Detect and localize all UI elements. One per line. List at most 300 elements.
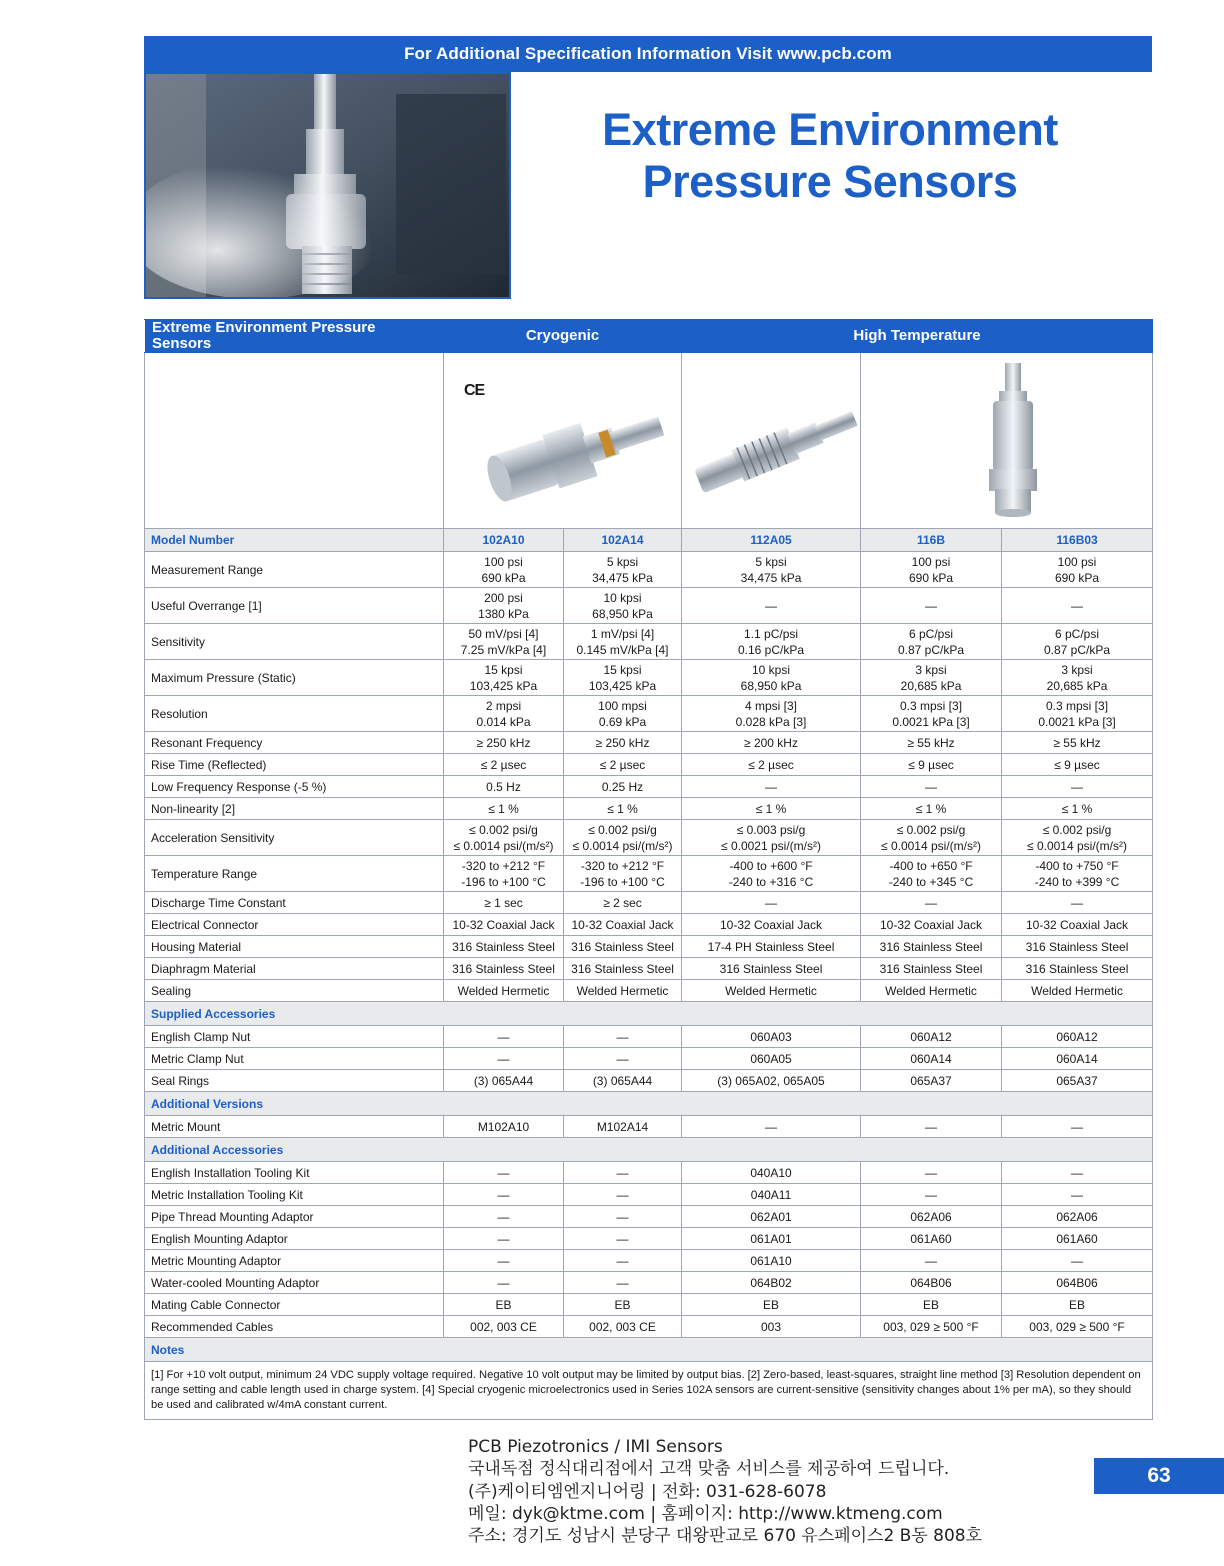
table-cell: ≥ 250 kHz <box>444 732 564 754</box>
cell-line: ≤ 0.003 psi/g <box>736 822 806 837</box>
table-cell <box>564 856 682 892</box>
cell-line: 10 kpsi <box>603 590 642 605</box>
table-cell: 10-32 Coaxial Jack <box>564 914 682 936</box>
table-cell: 060A14 <box>1002 1048 1153 1070</box>
cell-line: 50 mV/psi [4] <box>468 626 539 641</box>
cell-line: 1.1 pC/psi <box>744 626 799 641</box>
cell-line: ≤ 0.002 psi/g <box>469 822 538 837</box>
cell-line: 690 kPa <box>1054 570 1100 585</box>
table-cell: — <box>861 1250 1002 1272</box>
table-row <box>145 936 1153 958</box>
table-cell: — <box>564 1228 682 1250</box>
table-cell: — <box>1002 1162 1153 1184</box>
row-label: Discharge Time Constant <box>145 892 444 914</box>
table-cell <box>682 660 861 696</box>
table-row <box>145 1184 1153 1206</box>
row-label: Sensitivity <box>145 624 444 660</box>
row-label: Metric Clamp Nut <box>145 1048 444 1070</box>
cell-line: -240 to +345 °C <box>888 874 974 889</box>
cell-line: — <box>925 598 938 613</box>
table-title: Extreme Environment Pressure Sensors <box>145 320 444 353</box>
table-cell <box>861 856 1002 892</box>
cell-line: 3 kpsi <box>1061 662 1093 677</box>
table-cell: 062A06 <box>861 1206 1002 1228</box>
cell-line: ≤ 0.0014 psi/(m/s²) <box>453 838 554 853</box>
cell-line: 100 psi <box>911 554 951 569</box>
section-additional-accessories: Additional Accessories <box>145 1138 1153 1162</box>
table-cell: 10-32 Coaxial Jack <box>444 914 564 936</box>
table-cell: — <box>564 1184 682 1206</box>
table-cell: ≤ 2 µsec <box>564 754 682 776</box>
table-cell: — <box>682 1116 861 1138</box>
section-additional-versions: Additional Versions <box>145 1092 1153 1116</box>
table-cell: 062A01 <box>682 1206 861 1228</box>
row-label: Useful Overrange [1] <box>145 588 444 624</box>
ce-mark: CE <box>464 382 485 399</box>
table-row <box>145 1228 1153 1250</box>
group-cryogenic: Cryogenic <box>444 320 682 353</box>
table-cell <box>444 856 564 892</box>
table-cell <box>861 624 1002 660</box>
model-112a05: 112A05 <box>682 529 861 552</box>
sensor-102a-illustration <box>450 353 686 524</box>
table-cell <box>564 696 682 732</box>
cell-line: 5 kpsi <box>606 554 639 569</box>
table-cell: ≤ 2 µsec <box>444 754 564 776</box>
table-cell: ≤ 2 µsec <box>682 754 861 776</box>
table-cell: 316 Stainless Steel <box>1002 936 1153 958</box>
table-cell: — <box>861 1116 1002 1138</box>
table-row <box>145 798 1153 820</box>
cell-line: 0.87 pC/kPa <box>1043 642 1111 657</box>
table-row <box>145 588 1153 624</box>
cell-line: 7.25 mV/kPa [4] <box>460 642 547 657</box>
page-number: 63 <box>1094 1458 1224 1494</box>
table-cell: ≤ 1 % <box>444 798 564 820</box>
row-label: Low Frequency Response (-5 %) <box>145 776 444 798</box>
cell-line: 3 kpsi <box>915 662 947 677</box>
table-row <box>145 660 1153 696</box>
table-cell: 060A05 <box>682 1048 861 1070</box>
page-title: Extreme Environment Pressure Sensors <box>602 104 1058 207</box>
table-cell: 065A37 <box>861 1070 1002 1092</box>
table-cell: — <box>861 892 1002 914</box>
cell-line: 2 mpsi <box>485 698 522 713</box>
table-cell <box>682 820 861 856</box>
cell-line: -320 to +212 °F <box>461 858 546 873</box>
table-row <box>145 754 1153 776</box>
table-cell: ≤ 1 % <box>682 798 861 820</box>
table-cell: Welded Hermetic <box>564 980 682 1002</box>
row-label: Water-cooled Mounting Adaptor <box>145 1272 444 1294</box>
table-cell <box>1002 552 1153 588</box>
table-cell <box>1002 588 1153 624</box>
sensor-116b-illustration <box>867 353 1157 524</box>
cell-line: 0.028 kPa [3] <box>735 714 807 729</box>
cell-line: ≤ 0.0014 psi/(m/s²) <box>1027 838 1127 853</box>
table-cell: 061A60 <box>861 1228 1002 1250</box>
table-cell: — <box>564 1026 682 1048</box>
footer-phone: (주)케이티엠엔지니어링 | 전화: 031-628-6078 <box>468 1481 827 1502</box>
table-cell: — <box>444 1048 564 1070</box>
table-cell: 002, 003 CE <box>564 1316 682 1338</box>
row-label: Metric Installation Tooling Kit <box>145 1184 444 1206</box>
image-label-cell <box>145 353 444 529</box>
cell-line: 0.3 mpsi [3] <box>1046 698 1109 713</box>
table-cell: ≥ 55 kHz <box>1002 732 1153 754</box>
table-cell: — <box>682 776 861 798</box>
cell-line: 34,475 kPa <box>592 570 653 585</box>
cell-line: 20,685 kPa <box>900 678 962 693</box>
spec-rows-versions <box>145 1116 1153 1138</box>
cell-line: 5 kpsi <box>755 554 787 569</box>
table-cell <box>444 552 564 588</box>
table-cell: EB <box>682 1294 861 1316</box>
row-label: Metric Mounting Adaptor <box>145 1250 444 1272</box>
row-label: English Mounting Adaptor <box>145 1228 444 1250</box>
table-cell <box>1002 660 1153 696</box>
table-row <box>145 1162 1153 1184</box>
table-cell <box>444 624 564 660</box>
table-row <box>145 1316 1153 1338</box>
row-label: Pipe Thread Mounting Adaptor <box>145 1206 444 1228</box>
row-label: Metric Mount <box>145 1116 444 1138</box>
table-cell: — <box>861 776 1002 798</box>
table-cell: — <box>1002 1250 1153 1272</box>
table-cell <box>682 696 861 732</box>
table-cell: M102A14 <box>564 1116 682 1138</box>
table-row <box>145 820 1153 856</box>
table-cell <box>682 624 861 660</box>
table-row <box>145 696 1153 732</box>
table-cell <box>564 624 682 660</box>
table-cell: — <box>564 1206 682 1228</box>
table-cell: 17-4 PH Stainless Steel <box>682 936 861 958</box>
hero-sensor-photo <box>144 72 511 299</box>
table-cell: 316 Stainless Steel <box>682 958 861 980</box>
table-cell: EB <box>444 1294 564 1316</box>
model-number-label: Model Number <box>145 529 444 552</box>
table-cell: 316 Stainless Steel <box>861 936 1002 958</box>
table-cell <box>444 588 564 624</box>
cell-line: 15 kpsi <box>603 662 642 677</box>
cell-line: 10 kpsi <box>752 662 791 677</box>
table-row <box>145 1116 1153 1138</box>
spec-rows-mid <box>145 732 1153 820</box>
table-row <box>145 958 1153 980</box>
row-label: Non-linearity [2] <box>145 798 444 820</box>
table-cell: — <box>861 1184 1002 1206</box>
cell-line: 1380 kPa <box>478 606 529 621</box>
table-cell: 316 Stainless Steel <box>564 958 682 980</box>
cell-line: -240 to +399 °C <box>1034 874 1120 889</box>
row-label: Seal Rings <box>145 1070 444 1092</box>
table-cell: Welded Hermetic <box>1002 980 1153 1002</box>
row-label: Temperature Range <box>145 856 444 892</box>
cell-line: 103,425 kPa <box>588 678 657 693</box>
table-cell: — <box>564 1272 682 1294</box>
table-cell <box>564 660 682 696</box>
table-cell: Welded Hermetic <box>444 980 564 1002</box>
table-cell: EB <box>861 1294 1002 1316</box>
row-label: Acceleration Sensitivity <box>145 820 444 856</box>
cell-line: 15 kpsi <box>484 662 523 677</box>
table-cell: — <box>564 1162 682 1184</box>
table-cell: — <box>861 1162 1002 1184</box>
table-cell <box>682 588 861 624</box>
cell-line: 200 psi <box>484 590 523 605</box>
cell-line: -400 to +650 °F <box>889 858 973 873</box>
table-cell: 003, 029 ≥ 500 °F <box>1002 1316 1153 1338</box>
cell-line: 0.69 kPa <box>598 714 647 729</box>
table-cell: ≥ 2 sec <box>564 892 682 914</box>
cell-line: 0.16 pC/kPa <box>737 642 805 657</box>
table-cell: ≤ 9 µsec <box>861 754 1002 776</box>
footer-contact <box>468 1436 1088 1547</box>
table-row <box>145 980 1153 1002</box>
cell-line: -400 to +600 °F <box>729 858 813 873</box>
row-label: Sealing <box>145 980 444 1002</box>
table-cell: 040A11 <box>682 1184 861 1206</box>
cell-line: -320 to +212 °F <box>580 858 665 873</box>
table-cell: — <box>1002 1184 1153 1206</box>
table-cell <box>1002 856 1153 892</box>
cell-line: 4 mpsi [3] <box>745 698 798 713</box>
table-cell: 316 Stainless Steel <box>444 936 564 958</box>
row-label: Resonant Frequency <box>145 732 444 754</box>
cell-line: ≤ 0.002 psi/g <box>896 822 966 837</box>
row-label: Electrical Connector <box>145 914 444 936</box>
model-116b03: 116B03 <box>1002 529 1153 552</box>
cell-line: ≤ 0.0021 psi/(m/s²) <box>721 838 821 853</box>
table-cell: 316 Stainless Steel <box>564 936 682 958</box>
table-cell: — <box>1002 1116 1153 1138</box>
footer-company: PCB Piezotronics / IMI Sensors <box>468 1437 723 1457</box>
group-high-temperature: High Temperature <box>682 320 1153 353</box>
table-cell: Welded Hermetic <box>861 980 1002 1002</box>
cell-line: 68,950 kPa <box>740 678 802 693</box>
table-cell: 064B06 <box>861 1272 1002 1294</box>
cryogenic-sensor-image <box>444 353 682 529</box>
table-row <box>145 776 1153 798</box>
table-cell: 061A10 <box>682 1250 861 1272</box>
table-cell: 060A14 <box>861 1048 1002 1070</box>
table-cell <box>444 660 564 696</box>
table-cell: 065A37 <box>1002 1070 1153 1092</box>
cell-line: 0.87 pC/kPa <box>897 642 965 657</box>
cell-line: ≤ 0.0014 psi/(m/s²) <box>572 838 673 853</box>
row-label: Mating Cable Connector <box>145 1294 444 1316</box>
spec-banner: For Additional Specification Information Visit www.pcb.com <box>144 36 1152 72</box>
cell-line: 100 psi <box>1057 554 1097 569</box>
table-cell: 0.25 Hz <box>564 776 682 798</box>
table-cell: 040A10 <box>682 1162 861 1184</box>
model-102a14: 102A14 <box>564 529 682 552</box>
table-cell: 003, 029 ≥ 500 °F <box>861 1316 1002 1338</box>
table-cell: ≥ 55 kHz <box>861 732 1002 754</box>
row-label: Maximum Pressure (Static) <box>145 660 444 696</box>
spec-rows-accel <box>145 820 1153 892</box>
table-cell: 064B06 <box>1002 1272 1153 1294</box>
table-cell: 0.5 Hz <box>444 776 564 798</box>
table-cell: — <box>682 892 861 914</box>
table-row <box>145 1250 1153 1272</box>
cell-line: 20,685 kPa <box>1046 678 1108 693</box>
spec-rows-accessories <box>145 1162 1153 1338</box>
cell-line: — <box>765 598 778 613</box>
table-cell: 064B02 <box>682 1272 861 1294</box>
footer-email-web: 메일: dyk@ktme.com | 홈페이지: http://www.ktmeng.com <box>468 1503 943 1524</box>
cell-line: -196 to +100 °C <box>580 874 665 889</box>
table-cell <box>861 696 1002 732</box>
table-cell: ≥ 250 kHz <box>564 732 682 754</box>
sensor-112a05-image <box>682 353 861 529</box>
table-cell: ≤ 1 % <box>1002 798 1153 820</box>
sensor-112a05-illustration <box>688 353 865 524</box>
table-cell: 060A03 <box>682 1026 861 1048</box>
model-116b: 116B <box>861 529 1002 552</box>
cell-line: ≤ 0.002 psi/g <box>588 822 657 837</box>
table-cell: EB <box>1002 1294 1153 1316</box>
table-cell: 316 Stainless Steel <box>444 958 564 980</box>
table-cell: M102A10 <box>444 1116 564 1138</box>
table-cell: 316 Stainless Steel <box>1002 958 1153 980</box>
cell-line: 6 pC/psi <box>909 626 954 641</box>
row-label: Rise Time (Reflected) <box>145 754 444 776</box>
sensor-spray-illustration <box>146 74 509 297</box>
cell-line: -400 to +750 °F <box>1035 858 1119 873</box>
cell-line: 0.145 mV/kPa [4] <box>576 642 669 657</box>
table-row <box>145 1048 1153 1070</box>
cell-line: ≤ 0.002 psi/g <box>1042 822 1112 837</box>
table-row <box>145 732 1153 754</box>
cell-line: 100 psi <box>484 554 523 569</box>
cell-line: 0.3 mpsi [3] <box>900 698 963 713</box>
table-cell <box>1002 820 1153 856</box>
cell-line: 6 pC/psi <box>1055 626 1100 641</box>
table-row <box>145 1294 1153 1316</box>
table-cell <box>564 820 682 856</box>
row-label: English Clamp Nut <box>145 1026 444 1048</box>
table-row <box>145 892 1153 914</box>
notes-text: [1] For +10 volt output, minimum 24 VDC supply voltage required. Negative 10 volt output may be limited by output bias. [2] Zero-based, least-squares, straight line method [3] Resolution dependent on range setting and cable length used in charge system. [4] Special cryogenic microelectronics used in Series 102A sensors are current-sensitive (sensitivity changes about 1% per mA), so they should be used and calibrated w/4mA constant current. <box>145 1362 1153 1420</box>
table-cell <box>564 552 682 588</box>
table-cell <box>444 696 564 732</box>
table-cell: — <box>1002 892 1153 914</box>
table-cell: — <box>444 1184 564 1206</box>
table-row <box>145 552 1153 588</box>
table-cell: ≤ 9 µsec <box>1002 754 1153 776</box>
footer-address: 주소: 경기도 성남시 분당구 대왕판교로 670 유스페이스2 B동 808호 <box>468 1526 983 1547</box>
table-cell: 060A12 <box>1002 1026 1153 1048</box>
table-cell: — <box>444 1026 564 1048</box>
table-cell: — <box>564 1048 682 1070</box>
table-cell <box>1002 696 1153 732</box>
cell-line: 0.0021 kPa [3] <box>1038 714 1116 729</box>
spec-table <box>144 319 1153 1420</box>
cell-line: 690 kPa <box>481 570 526 585</box>
table-cell: — <box>444 1228 564 1250</box>
table-cell <box>682 552 861 588</box>
row-label: Resolution <box>145 696 444 732</box>
table-row <box>145 856 1153 892</box>
spec-rows-supplied <box>145 1026 1153 1092</box>
cell-line: 34,475 kPa <box>740 570 802 585</box>
row-label: Recommended Cables <box>145 1316 444 1338</box>
cell-line: -240 to +316 °C <box>728 874 814 889</box>
table-cell: 061A01 <box>682 1228 861 1250</box>
row-label: Housing Material <box>145 936 444 958</box>
table-cell: 10-32 Coaxial Jack <box>682 914 861 936</box>
table-cell <box>861 588 1002 624</box>
table-cell: Welded Hermetic <box>682 980 861 1002</box>
table-row <box>145 1272 1153 1294</box>
cell-line: 0.0021 kPa [3] <box>892 714 970 729</box>
table-cell <box>861 552 1002 588</box>
table-cell <box>682 856 861 892</box>
table-cell: 316 Stainless Steel <box>861 958 1002 980</box>
table-cell: — <box>444 1206 564 1228</box>
table-cell: 10-32 Coaxial Jack <box>861 914 1002 936</box>
row-label: Diaphragm Material <box>145 958 444 980</box>
table-cell: (3) 065A02, 065A05 <box>682 1070 861 1092</box>
table-row <box>145 914 1153 936</box>
table-cell: ≥ 200 kHz <box>682 732 861 754</box>
table-cell: EB <box>564 1294 682 1316</box>
cell-line: 100 mpsi <box>598 698 647 713</box>
table-cell: (3) 065A44 <box>444 1070 564 1092</box>
table-cell: 062A06 <box>1002 1206 1153 1228</box>
table-cell: — <box>444 1272 564 1294</box>
table-cell: ≤ 1 % <box>861 798 1002 820</box>
cell-line: 68,950 kPa <box>592 606 653 621</box>
cell-line: ≤ 0.0014 psi/(m/s²) <box>881 838 981 853</box>
cell-line: -196 to +100 °C <box>461 874 546 889</box>
table-cell: ≥ 1 sec <box>444 892 564 914</box>
cell-line: 690 kPa <box>908 570 954 585</box>
table-cell: 10-32 Coaxial Jack <box>1002 914 1153 936</box>
table-cell: — <box>444 1162 564 1184</box>
table-cell: — <box>564 1250 682 1272</box>
table-cell <box>1002 624 1153 660</box>
table-cell: (3) 065A44 <box>564 1070 682 1092</box>
table-cell: — <box>1002 776 1153 798</box>
row-label: Measurement Range <box>145 552 444 588</box>
table-cell: 061A60 <box>1002 1228 1153 1250</box>
table-cell <box>444 820 564 856</box>
table-cell <box>861 660 1002 696</box>
cell-line: — <box>1071 598 1084 613</box>
footer-tagline: 국내독점 정식대리점에서 고객 맞춤 서비스를 제공하여 드립니다. <box>468 1459 950 1480</box>
spec-rows-top <box>145 552 1153 732</box>
cell-line: 0.014 kPa <box>476 714 531 729</box>
spec-rows-bottom <box>145 892 1153 1002</box>
table-row <box>145 1026 1153 1048</box>
table-cell: — <box>444 1250 564 1272</box>
table-row <box>145 624 1153 660</box>
table-cell <box>564 588 682 624</box>
table-cell: ≤ 1 % <box>564 798 682 820</box>
section-notes: Notes <box>145 1338 1153 1362</box>
table-row <box>145 1070 1153 1092</box>
table-row <box>145 1206 1153 1228</box>
cell-line: 1 mV/psi [4] <box>590 626 655 641</box>
table-cell: 003 <box>682 1316 861 1338</box>
model-102a10: 102A10 <box>444 529 564 552</box>
table-cell: 060A12 <box>861 1026 1002 1048</box>
table-cell <box>861 820 1002 856</box>
row-label: English Installation Tooling Kit <box>145 1162 444 1184</box>
